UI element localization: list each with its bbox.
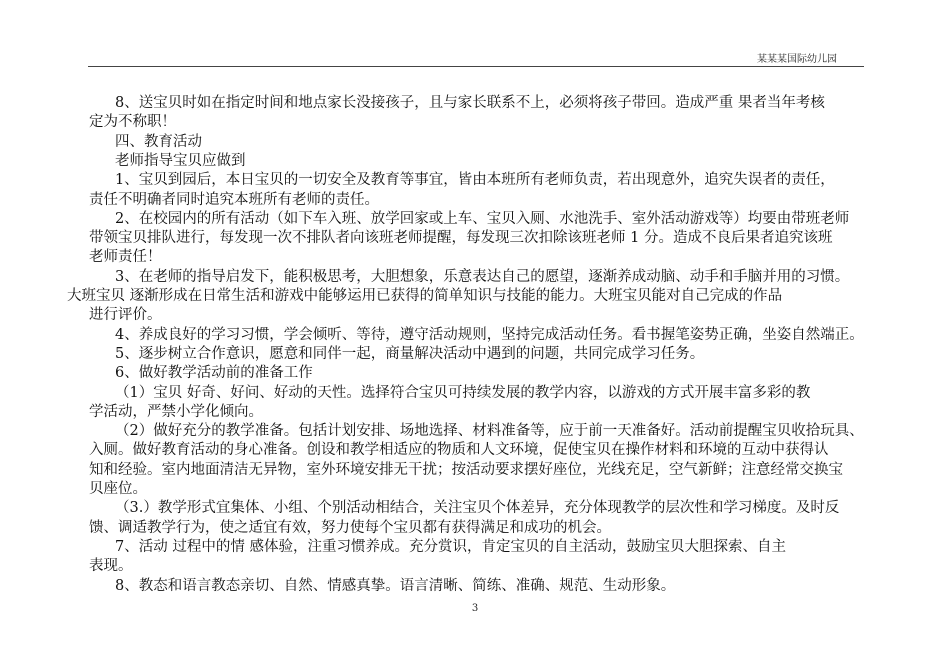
paragraph-line: 5、逐步树立合作意识，愿意和同伴一起，商量解决活动中遇到的问题，共同完成学习任务。 bbox=[115, 345, 705, 362]
paragraph-line: 定为不称职！ bbox=[89, 114, 176, 131]
paragraph-line: 知和经验。室内地面清洁无异物，室外环境安排无干扰；按活动要求摆好座位，光线充足，空气新鲜；注意经常交换宝 bbox=[89, 461, 843, 478]
paragraph-line: 入厕。做好教育活动的身心准备。创设和教学相适应的物质和人文环境，促使宝贝在操作材料和环境的互动中获得认 bbox=[89, 442, 829, 459]
paragraph-line: （2）做好充分的教学准备。包括计划安排、场地选择、材料准备等，应于前一天准备好。活动前提醒宝贝收拾玩具、 bbox=[115, 423, 864, 440]
page-header-school-name: 某某某国际幼儿园 bbox=[757, 54, 837, 65]
paragraph-line: 8、送宝贝时如在指定时间和地点家长没接孩子，且与家长联系不上，必须将孩子带回。造成严重 果者当年考核 bbox=[115, 95, 825, 111]
header-divider bbox=[88, 66, 864, 67]
paragraph-line: 7、活动 过程中的情 感体验，注重习惯养成。充分赏识，肯定宝贝的自主活动，鼓励宝贝大胆探索、自主 bbox=[115, 538, 786, 555]
paragraph-line: 2、在校园内的所有活动（如下车入班、放学回家或上车、宝贝入厕、水池洗手、室外活动游戏等）均要由带班老师 bbox=[115, 210, 850, 227]
paragraph-line: 馈、调适教学行为，使之适宜有效，努力使每个宝贝都有获得满足和成功的机会。 bbox=[89, 519, 611, 536]
paragraph-line: 进行评价。 bbox=[89, 307, 162, 324]
subsection-heading: 老师指导宝贝应做到 bbox=[115, 152, 246, 169]
paragraph-line: 8、教态和语言教态亲切、自然、情感真挚。语言清晰、简练、准确、规范、生动形象。 bbox=[115, 577, 676, 594]
paragraph-line: 责任不明确者同时追究本班所有老师的责任。 bbox=[89, 191, 379, 208]
paragraph-line: 3、在老师的指导启发下，能积极思考，大胆想象，乐意表达自己的愿望，逐渐养成动脑、动手和手脑并用的习惯。 bbox=[115, 268, 850, 285]
paragraph-line: 1、宝贝到园后，本日宝贝的一切安全及教育等事宜，皆由本班所有老师负责，若出现意外，追究失误者的责任， bbox=[115, 172, 835, 189]
paragraph-line: 贝座位。 bbox=[89, 481, 147, 497]
paragraph-line: 老师责任！ bbox=[89, 249, 162, 266]
paragraph-line: 大班宝贝 逐渐形成在日常生活和游戏中能够运用已获得的简单知识与技能的能力。大班宝贝能对自己完成的作品 bbox=[67, 288, 783, 304]
paragraph-line: 表现。 bbox=[89, 558, 133, 575]
paragraph-line: 带领宝贝排队进行，每发现一次不排队者向该班老师提醒，每发现三次扣除该班老师 1 分。造成不良后果者追究该班 bbox=[89, 230, 833, 247]
paragraph-line: 学活动，严禁小学化倾向。 bbox=[89, 403, 263, 420]
paragraph-line: 4、养成良好的学习习惯，学会倾听、等待，遵守活动规则，坚持完成活动任务。看书握笔姿势正确，坐姿自然端正。 bbox=[115, 326, 864, 343]
section-heading: 四、教育活动 bbox=[115, 133, 202, 150]
paragraph-line: （1）宝贝 好奇、好问、好动的天性。选择符合宝贝可持续发展的教学内容，以游戏的方式开展丰富多彩的教 bbox=[115, 384, 811, 401]
page-number: 3 bbox=[471, 602, 479, 614]
paragraph-line: （3.）教学形式宜集体、小组、个别活动相结合，关注宝贝个体差异，充分体现教学的层次性和学习梯度。及时反 bbox=[115, 500, 840, 517]
paragraph-line: 6、做好教学活动前的准备工作 bbox=[115, 365, 313, 382]
